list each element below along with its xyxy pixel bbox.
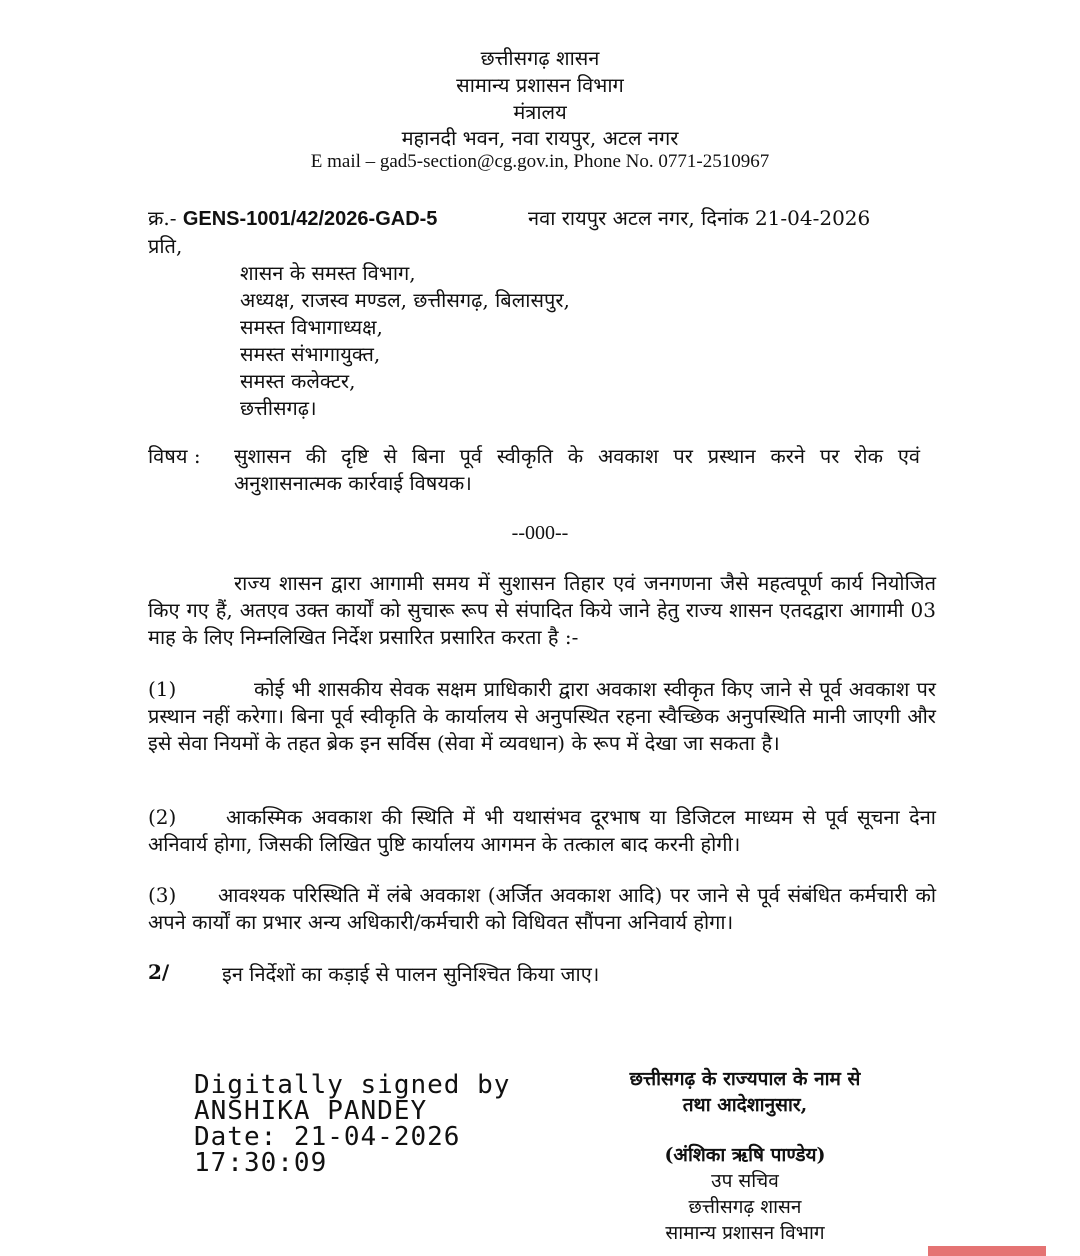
signature-date: Date: 21-04-2026	[194, 1122, 461, 1152]
digital-signature	[194, 1072, 510, 1176]
reference-number: GENS-1001/42/2026-GAD-5	[182, 208, 438, 230]
signature-name: ANSHIKA PANDEY	[194, 1096, 428, 1126]
signatory	[560, 1142, 930, 1246]
recipient-line: शासन के समस्त विभाग,	[240, 261, 416, 285]
signature-time: 17:30:09	[194, 1148, 328, 1178]
point-item	[148, 804, 936, 858]
closing-number: 2/	[148, 960, 170, 984]
place-date: नवा रायपुर अटल नगर, दिनांक 21-04-2026	[528, 206, 871, 230]
intro-paragraph: राज्य शासन द्वारा आगामी समय में सुशासन तिहार एवं जनगणना जैसे महत्वपूर्ण कार्य नियोजित किए गए हैं, अतएव उक्त कार्यों को सुचारू रूप से संपादित किये जाने हेतु राज्य शासन एतदद्वारा आगामी 03 माह के लिए निम्नलिखित निर्देश प्रसारित प्रसारित करता है :-	[148, 571, 936, 649]
subject-label: विषय :	[148, 444, 201, 468]
subject-text: सुशासन की दृष्टि से बिना पूर्व स्वीकृति के अवकाश पर प्रस्थान करने पर रोक एवं	[234, 444, 920, 468]
point-number: (2)	[148, 805, 177, 829]
point-number: (3)	[148, 883, 177, 907]
point-text: कोई भी शासकीय सेवक सक्षम प्राधिकारी द्वारा अवकाश स्वीकृत किए जाने से पूर्व अवकाश पर प्रस्थान नहीं करेगा। बिना पूर्व स्वीकृति के कार्यालय से अनुपस्थित रहना स्वैच्छिक अनुपस्थिति मानी जाएगी और इसे सेवा नियमों के तहत ब्रेक इन सर्विस (सेवा में व्यवधान) के रूप में देखा जा सकता है।	[148, 677, 936, 755]
reference-line	[148, 204, 437, 231]
point-number: (1)	[148, 677, 177, 701]
header-contact: E mail – gad5-section@cg.gov.in, Phone No. 0771-2510967	[310, 151, 770, 172]
order-line: छत्तीसगढ़ के राज्यपाल के नाम से	[629, 1068, 861, 1090]
reference-prefix: क्र.-	[148, 206, 177, 230]
order-note	[560, 1066, 930, 1118]
recipient-line: छत्तीसगढ़।	[240, 396, 317, 420]
recipient-line: समस्त संभागायुक्त,	[240, 342, 381, 366]
recipient-line: समस्त कलेक्टर,	[240, 369, 356, 393]
closing-text: इन निर्देशों का कड़ाई से पालन सुनिश्चित किया जाए।	[222, 962, 600, 986]
header-govt: छत्तीसगढ़ शासन	[480, 46, 600, 70]
signatory-designation: उप सचिव	[711, 1170, 779, 1192]
header-department: सामान्य प्रशासन विभाग	[456, 73, 624, 97]
order-line: तथा आदेशानुसार,	[682, 1094, 808, 1116]
point-item	[148, 676, 936, 757]
point-text: आकस्मिक अवकाश की स्थिति में भी यथासंभव दूरभाष या डिजिटल माध्यम से पूर्व सूचना देना अनिवार्य होगा, जिसकी लिखित पुष्टि कार्यालय आगमन के तत्काल बाद करनी होगी।	[148, 805, 936, 856]
point-item	[148, 882, 936, 936]
signatory-org: छत्तीसगढ़ शासन	[688, 1196, 802, 1218]
point-text: आवश्यक परिस्थिति में लंबे अवकाश (अर्जित अवकाश आदि) पर जाने से पूर्व संबंधित कर्मचारी को अपने कार्यों का प्रभार अन्य अधिकारी/कर्मचारी को विधिवत सौंपना अनिवार्य होगा।	[148, 883, 936, 934]
header-ministry: मंत्रालय	[513, 100, 567, 124]
signature-line: Digitally signed by	[194, 1070, 511, 1100]
to-label: प्रति,	[148, 234, 183, 258]
signatory-department: सामान्य प्रशासन विभाग	[665, 1222, 825, 1244]
recipient-line: अध्यक्ष, राजस्व मण्डल, छत्तीसगढ़, बिलासपुर,	[240, 288, 570, 312]
signatory-name: (अंशिका ऋषि पाण्डेय)	[664, 1144, 826, 1166]
recipient-line: समस्त विभागाध्यक्ष,	[240, 315, 383, 339]
separator: --000--	[511, 522, 569, 544]
edge-bar	[928, 1246, 1046, 1256]
subject-text-cont: अनुशासनात्मक कार्रवाई विषयक।	[234, 471, 472, 495]
header-address: महानदी भवन, नवा रायपुर, अटल नगर	[401, 126, 679, 150]
